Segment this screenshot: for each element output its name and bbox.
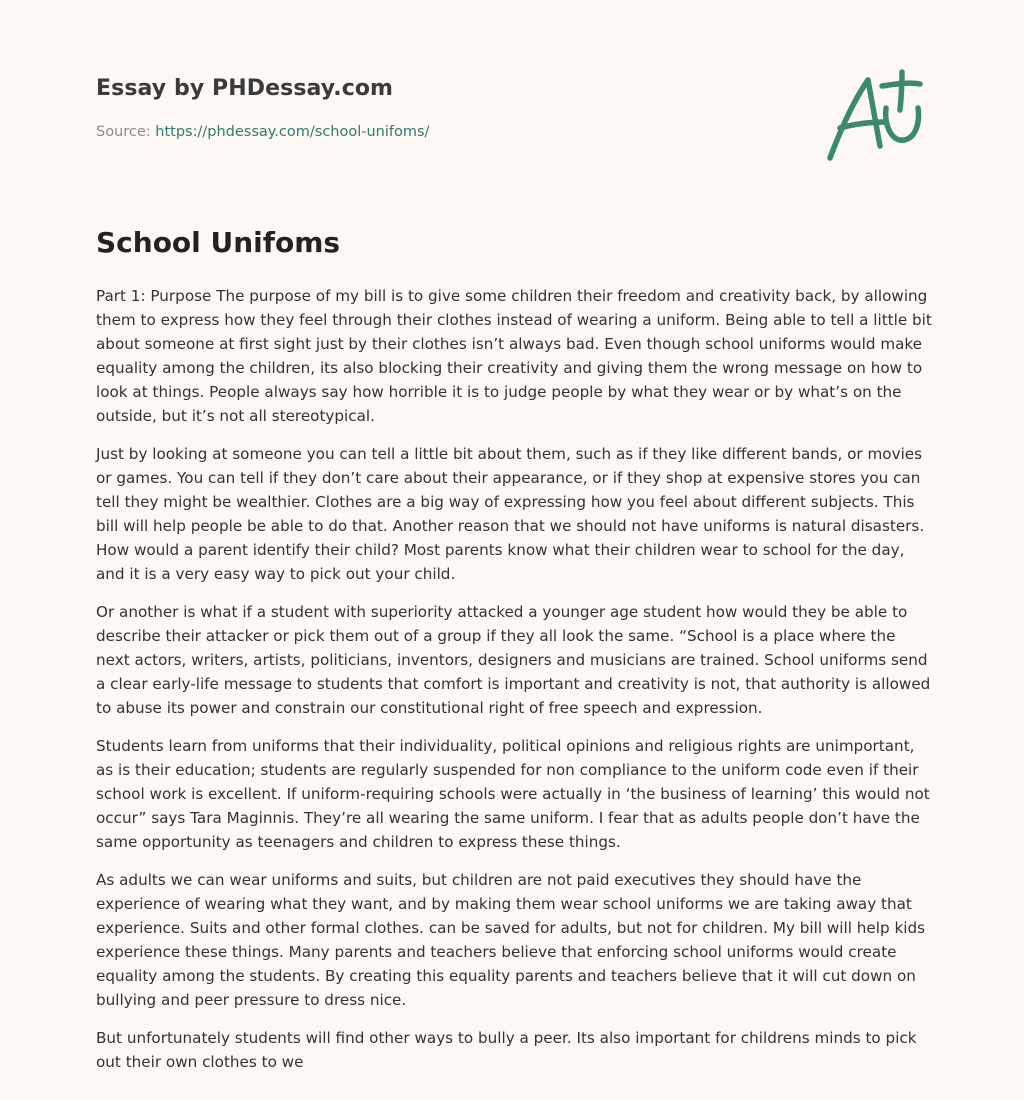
source-link[interactable]: https://phdessay.com/school-unifoms/ (155, 124, 430, 140)
essay-paragraph: But unfortunately students will find other ways to bully a peer. Its also important for childrens minds to pick out their own clothes to we (96, 1029, 917, 1071)
essay-title: School Unifoms (96, 226, 341, 259)
source-label: Source: (96, 124, 151, 140)
essay-paragraph: Just by looking at someone you can tell a little bit about them, such as if they like different bands, or movies or games. You can tell if they don’t care about their appearance, or if they shop at expensive stores you can tell they might be wealthier. Clothes are a big way of expressing how you feel about different subjects. This bill will help people be able to do that. Another reason that we should not have uniforms is natural disasters. How would a parent identify their child? Most parents know what their children wear to school for the day, and it is a very easy way to pick out your child. (96, 445, 925, 583)
essay-paragraph: Or another is what if a student with superiority attacked a younger age student how would they be able to describe their attacker or pick them out of a group if they all look the same. “School is a place where the next actors, writers, artists, politicians, inventors, designers and musicians are trained. School uniforms send a clear early-life message to students that comfort is important and creativity is not, that authority is allowed to abuse its power and constrain our constitutional right of free speech and expression. (96, 603, 931, 717)
site-brand: Essay by PHDessay.com (96, 76, 394, 101)
essay-paragraph: As adults we can wear uniforms and suits, but children are not paid executives they should have the experience of wearing what they want, and by making them wear school uniforms we are taking away that experience. Suits and other formal clothes. can be saved for adults, but not for children. My bill will help kids experience these things. Many parents and teachers believe that enforcing school uniforms would create equality among the students. By creating this equality parents and teachers believe that it will cut down on bullying and peer pressure to dress nice. (96, 871, 926, 1009)
essay-body (96, 284, 932, 1088)
essay-paragraph: Part 1: Purpose The purpose of my bill is to give some children their freedom and creativity back, by allowing them to express how they feel through their clothes instead of wearing a uniform. Being able to tell a little bit about someone at first sight just by their clothes isn’t always bad. Even though school uniforms would make equality among the children, its also blocking their creativity and giving them the wrong message on how to look at things. People always say how horrible it is to judge people by what they wear or by what’s on the outside, but it’s not all stereotypical. (96, 287, 932, 425)
a-plus-grade-icon (822, 66, 928, 166)
page-header (96, 0, 932, 200)
essay-page (96, 0, 932, 1071)
essay-paragraph: Students learn from uniforms that their individuality, political opinions and religious rights are unimportant, as is their education; students are regularly suspended for non compliance to the uniform code even if their school work is excellent. If uniform-requiring schools were actually in ‘the business of learning’ this would not occur” says Tara Maginnis. They’re all wearing the same uniform. I fear that as adults people don’t have the same opportunity as teenagers and children to express these things. (96, 737, 930, 851)
source-line (96, 124, 429, 140)
